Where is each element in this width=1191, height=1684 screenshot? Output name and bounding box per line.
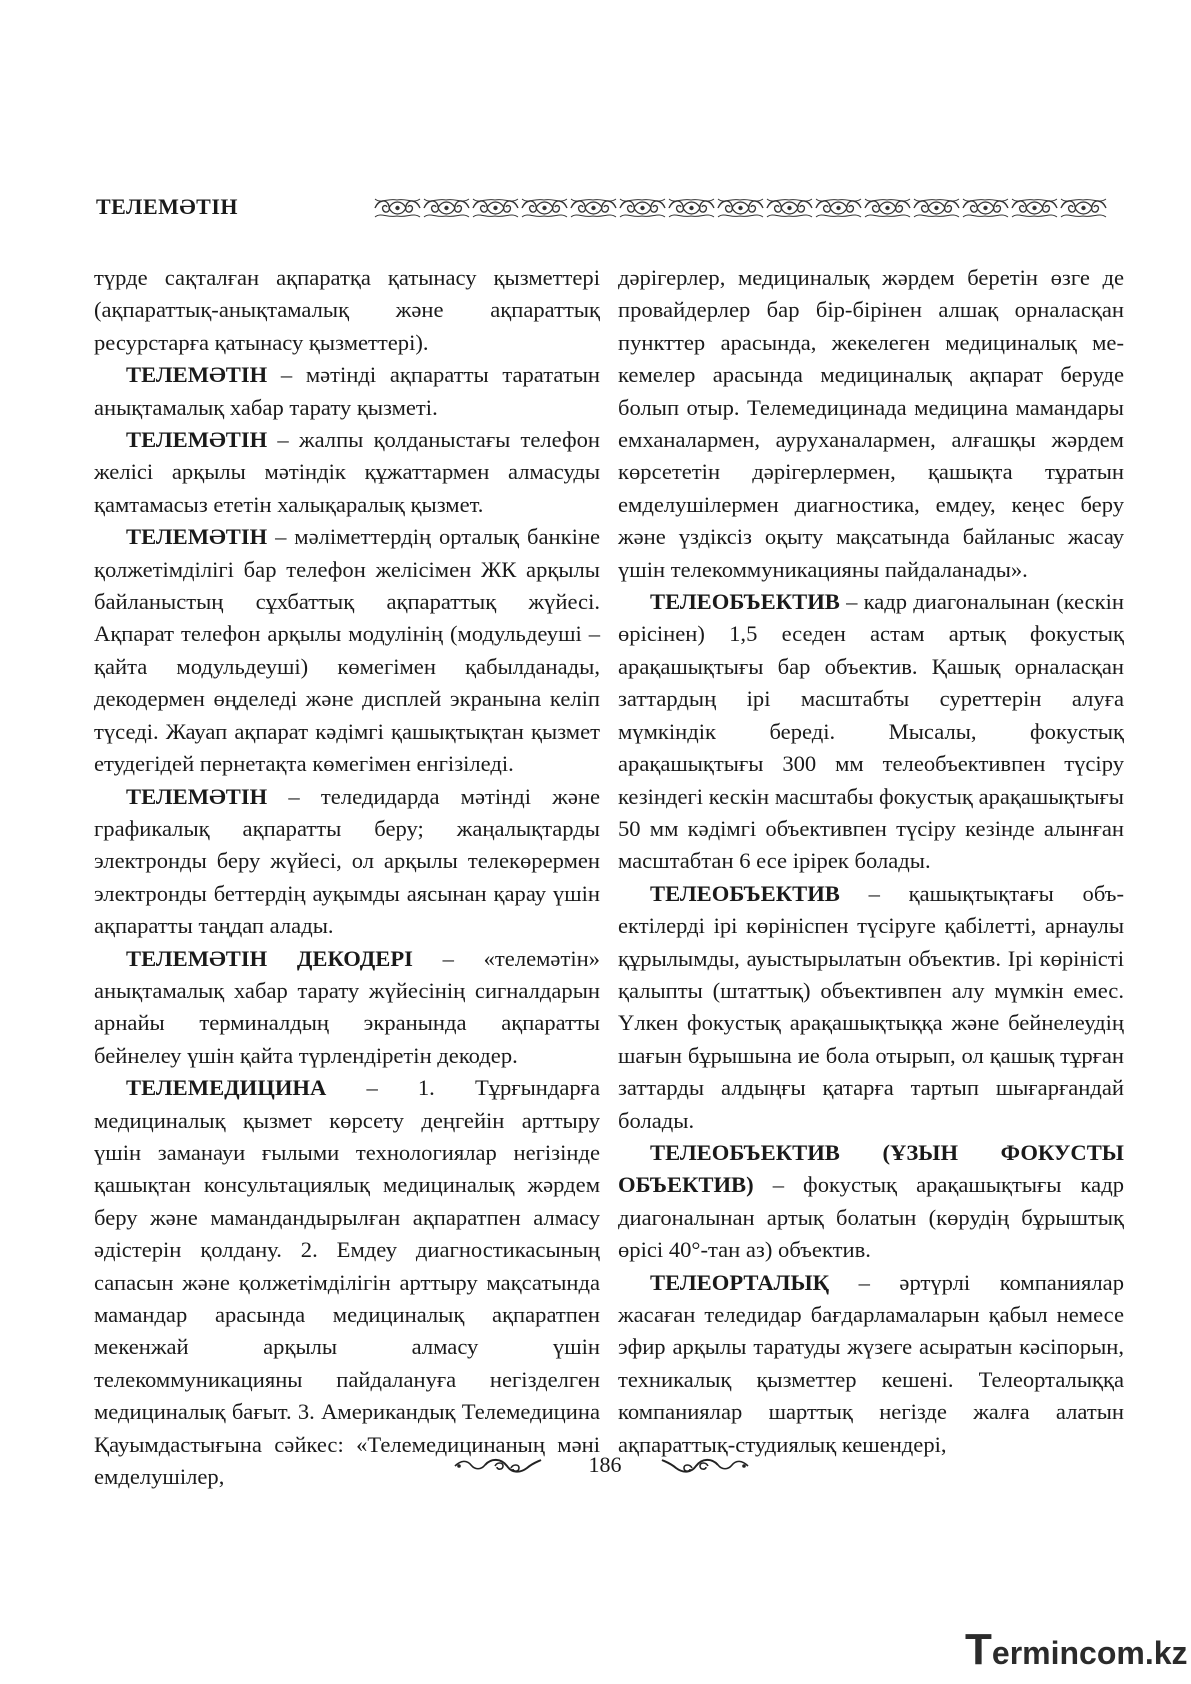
dictionary-entry: [618, 1137, 1124, 1267]
entry-continuation: дәрігерлер, медициналық жәрдем беретін өзге де провайдерлер бар бір-бірінен алшақ орналасқан пункттер арасында, жекелеген медициналық мекемелер арасында медициналық ақпарат беруде болып отыр. Телемедицинада медицина мамандары емханалармен, ауруханалармен, алғашқы жәрдем көрсететін дәрігерлермен, қашықта тұратын емделушілермен диагностика, емдеу, кеңес беру және үздіксіз оқыту мақсатында байланыс жасау үшін телекоммуникацияны пайдаланады».: [618, 265, 1124, 582]
entry-definition: – қашықтықтағы объектілерді ірі көрініспен түсіруге қабілетті, арнаулы құрылымды, ауыстырылатын объектив. Ірі көріністі қалыпты (штаттық) объективпен алу мүмкін емес. Үлкен фокустық арақашықтыққа және бейнелеудің шағын бұрышына ие бола отырып, ол қашық тұрған заттарды алдыңғы қатарға тартып шығарғандай болады.: [618, 880, 1124, 1133]
header-ornament-band: [373, 196, 1108, 220]
entry-definition: – әртүрлі компаниялар жасаған теледидар бағдарламаларын қабыл немесе эфир арқылы таратуды жүзеге асыратын кәсіпорын, техникалық қызметтер кешені. Телеорталыққа компаниялар шарттық негізде жалға алатын ақпараттық-студиялық кешендері,: [618, 1269, 1124, 1457]
entry-term: ТЕЛЕОРТАЛЫҚ: [650, 1269, 830, 1295]
page-header-title: ТЕЛЕМӘТІН: [96, 194, 238, 219]
entry-definition: – кадр диагоналынан (кескін өрісінен) 1,5 еседен астам артық фокустық арақашықтығы бар объектив. Қашық орналасқан заттардың ірі масштабты суреттерін алуға мүмкіндік береді. Мысалы, фокустық арақашықтығы 300 мм телеобъективпен түсіру кезіндегі кескін масштабы фокустық арақашықтығы 50 мм кәдімгі объективпен түсіру кезінде алынған масштабтан 6 есе ірірек болады.: [618, 589, 1124, 874]
entry-continuation: түрде сақталған ақпаратқа қатынасу қызметтері (ақпараттық-анықтамалық және ақпараттық ресурстарға қатынасу қызметтері).: [94, 265, 600, 355]
left-text-column: [94, 262, 600, 1493]
dictionary-entry: [94, 1072, 600, 1493]
dictionary-entry: [94, 781, 600, 943]
entry-term: ТЕЛЕОБЪЕКТИВ: [650, 880, 840, 906]
dictionary-entry: [618, 1267, 1124, 1461]
page-number: 186: [588, 1452, 622, 1477]
entry-definition: – теледидарда мәтінді және графикалық ақпаратты беру; жаңалықтарды электронды беру жүйесі, ол арқылы телекөрермен электронды беттердің ауқымды аясынан қарау үшін ақпаратты таңдап алады.: [94, 783, 600, 939]
footer-ornament-left-icon: [451, 1452, 543, 1480]
entry-definition: – 1. Тұрғындарға медициналық қызмет көрсету деңгейін арттыру үшін заманауи ғылыми технологиялар негізінде қашықтан консультациялық медициналық жәрдем беру және мамандандырылған ақпаратпен алмасу әдістерін қолдану. 2. Емдеу диагностикасының сапасын және қолжетімділігін арттыру мақсатында мамандар арасында медициналық ақпаратпен мекенжай арқылы алмасу үшін телекоммуникацияны пайдалануға негізделген медициналық бағыт. 3. Американдық Телемедицина Қауымдастығына сәйкес: «Телемедицинаның мәні емделушілер,: [94, 1075, 600, 1490]
entry-term: ТЕЛЕМЕДИЦИНА: [126, 1075, 327, 1101]
dictionary-entry: [618, 878, 1124, 1137]
termincom-watermark-logo: Termincom.kz: [965, 1625, 1188, 1674]
right-text-column: [618, 262, 1124, 1461]
entry-definition: – жалпы қолданыстағы телефон желісі арқылы мәтіндік құжаттармен алмасуды қамтамасыз ететін халықаралық қызмет.: [94, 427, 600, 517]
footer-ornament-right-icon: [660, 1452, 752, 1480]
entry-term: ТЕЛЕМӘТІН: [126, 362, 268, 388]
entry-definition: – мәліметтердің орталық банкіне қолжетімділігі бар телефон желісімен ЖК арқылы байланыстың сұхбаттық ақпараттық жүйесі. Ақпарат телефон арқылы модулінің (модульдеуші – қайта модульдеуші) көмегімен қабылданады, декодермен өңделеді және дисплей экранына келіп түседі. Жауап ақпарат кәдімгі қашықтықтан қызмет етудегідей пернетақта көмегімен енгізіледі.: [94, 524, 600, 777]
entry-term: ТЕЛЕМӘТІН: [126, 783, 268, 809]
dictionary-entry: [94, 521, 600, 780]
entry-definition: – мәтінді ақпаратты тарататын анықтамалық хабар тарату қызметі.: [94, 362, 600, 420]
entry-term: ТЕЛЕМӘТІН: [126, 524, 268, 550]
entry-definition: – «телемәтін» анықтамалық хабар тарату жүйесінің сигналдарын арнайы терминалдың экранында ақпаратты бейнелеу үшін қайта түрлендіретін декодер.: [94, 945, 600, 1068]
entry-term: ТЕЛЕМӘТІН: [126, 427, 268, 453]
entry-term: ТЕЛЕОБЪЕКТИВ: [650, 589, 840, 615]
dictionary-entry: [618, 586, 1124, 878]
dictionary-entry: [94, 943, 600, 1073]
dictionary-entry: [94, 424, 600, 521]
entry-term: ТЕЛЕМӘТІН ДЕКОДЕРІ: [126, 945, 413, 971]
dictionary-entry: [94, 359, 600, 424]
entry-term: ТЕЛЕОБЪЕКТИВ (ҰЗЫН ФОКУСТЫ ОБЪЕКТИВ): [618, 1139, 1124, 1198]
entry-definition: – фокустық арақашықтығы кадр диагоналынан артық болатын (көрудің бұрыштық өрісі 40°-тан аз) объектив.: [618, 1172, 1124, 1263]
